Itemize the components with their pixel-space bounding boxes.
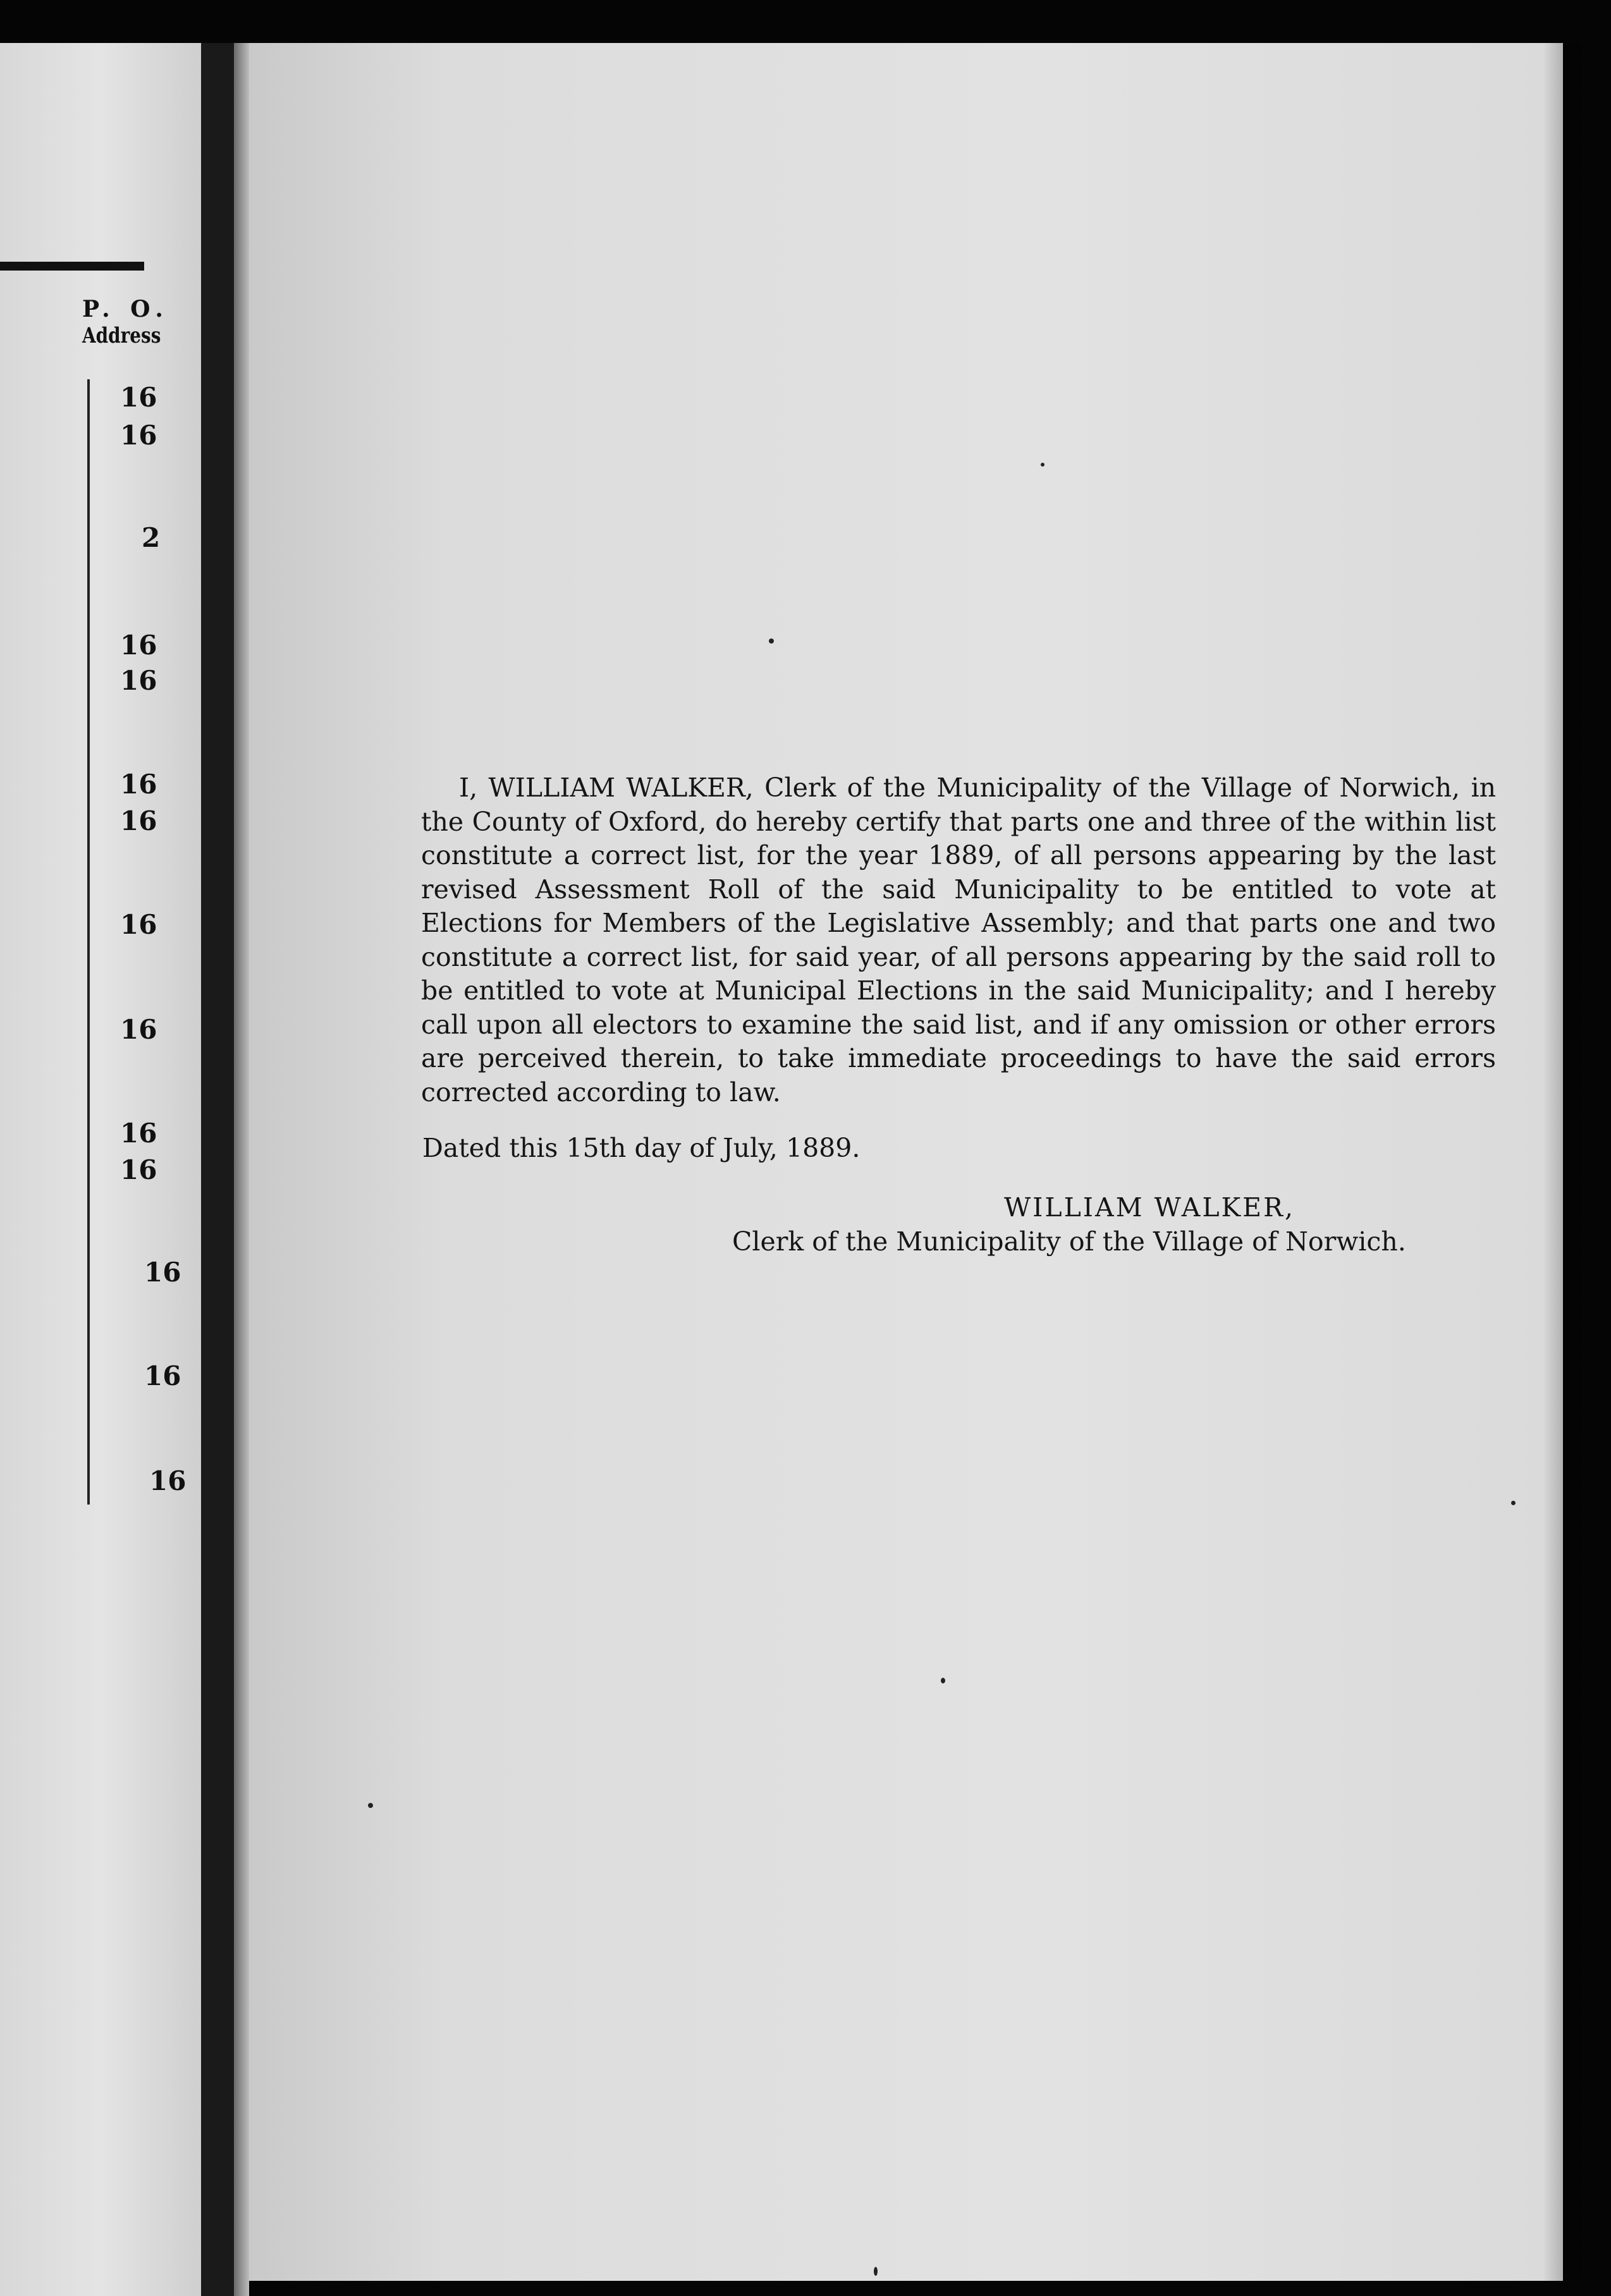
scan-speck <box>769 638 774 644</box>
address-entry: 16 <box>120 805 157 836</box>
certificate-text <box>421 771 1496 1109</box>
column-divider <box>87 379 90 1505</box>
certificate-paragraph: I, WILLIAM WALKER, Clerk of the Municipality of the Village of Norwich, in the County of Oxford, do hereby certify that parts one and three of the within list constitute a correct list, for the year 1889, of all persons appearing by the last revised Assessment Roll of the said Municipality to be entitled to vote at Elections for Members of the Legislative Assembly; and that parts one and two constitute a correct list, for said year, of all persons appearing by the said roll to be entitled to vote at Municipal Elections in the said Municipality; and I hereby call upon all electors to examine the said list, and if any omission or other errors are perceived therein, to take immediate proceedings to have the said errors corrected according to law. <box>421 772 1496 1108</box>
address-entry: 16 <box>120 382 157 413</box>
scan-speck <box>368 1803 373 1808</box>
signature-name: WILLIAM WALKER, <box>1004 1192 1296 1223</box>
scan-speck <box>1511 1501 1516 1505</box>
address-entry: 16 <box>120 1154 157 1185</box>
address-entry: 16 <box>144 1360 181 1391</box>
address-entry: 16 <box>120 769 157 800</box>
scan-speck <box>1041 463 1044 467</box>
po-header-line1: P. O. <box>82 296 169 322</box>
po-address-header <box>82 296 171 349</box>
address-entry: 16 <box>120 420 157 451</box>
signature-title: Clerk of the Municipality of the Village of Norwich. <box>732 1226 1406 1257</box>
address-entry: 2 <box>142 522 161 553</box>
address-entry: 16 <box>120 1014 157 1045</box>
address-entry: 16 <box>144 1257 181 1288</box>
scan-speck <box>874 2267 878 2276</box>
po-header-line2: Address <box>82 323 161 349</box>
address-entry: 16 <box>120 1118 157 1149</box>
address-entry: 16 <box>120 630 157 661</box>
scan-speck <box>941 1678 945 1683</box>
gutter-edge <box>234 43 249 2296</box>
book-gutter <box>201 43 234 2296</box>
table-top-rule <box>0 262 144 271</box>
previous-page-fragment <box>0 43 201 2296</box>
address-entry: 16 <box>149 1465 187 1496</box>
page-edge-shadow <box>1543 43 1581 2281</box>
address-entry: 16 <box>120 665 157 696</box>
address-entry: 16 <box>120 909 157 940</box>
dated-line: Dated this 15th day of July, 1889. <box>422 1133 861 1163</box>
